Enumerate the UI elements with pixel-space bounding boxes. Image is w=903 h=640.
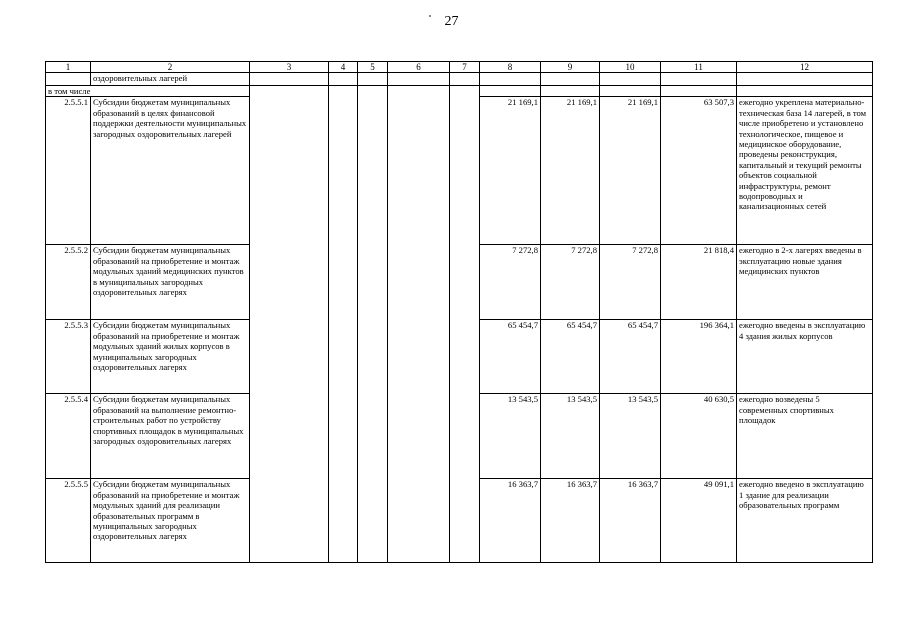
page-number: 27 xyxy=(444,14,459,29)
col-header-4: 4 xyxy=(329,62,358,73)
row-value-11: 40 630,5 xyxy=(661,394,737,479)
row-value-8: 7 272,8 xyxy=(480,245,541,320)
col-header-3: 3 xyxy=(250,62,329,73)
col-header-8: 8 xyxy=(480,62,541,73)
row-result: ежегодно в 2-х лагерях введены в эксплуатацию новые здания медицинских пунктов xyxy=(737,245,873,320)
subheader-label: в том числе xyxy=(46,86,250,97)
table-row xyxy=(46,479,873,563)
scan-speck xyxy=(429,15,431,17)
row-value-11: 196 364,1 xyxy=(661,320,737,394)
row-value-9: 21 169,1 xyxy=(541,97,600,245)
row-name: Субсидии бюджетам муниципальных образований на приобретение и монтаж модульных зданий для реализации образовательных программ в муниципальных загородных оздоровительных лагерях xyxy=(91,479,250,563)
row-value-8: 16 363,7 xyxy=(480,479,541,563)
row-value-9: 65 454,7 xyxy=(541,320,600,394)
row-value-8: 21 169,1 xyxy=(480,97,541,245)
budget-table xyxy=(45,61,873,563)
table-row xyxy=(46,245,873,320)
row-value-9: 7 272,8 xyxy=(541,245,600,320)
row-result: ежегодно возведены 5 современных спортивных площадок xyxy=(737,394,873,479)
row-name: Субсидии бюджетам муниципальных образований в целях финансовой поддержки деятельности муниципальных загородных оздоровительных лагерей xyxy=(91,97,250,245)
row-code: 2.5.5.2 xyxy=(46,245,91,320)
row-value-10: 21 169,1 xyxy=(600,97,661,245)
subheader-row xyxy=(46,86,873,97)
row-value-11: 21 818,4 xyxy=(661,245,737,320)
row-code: 2.5.5.5 xyxy=(46,479,91,563)
row-code: 2.5.5.3 xyxy=(46,320,91,394)
row-code: 2.5.5.1 xyxy=(46,97,91,245)
row-value-10: 16 363,7 xyxy=(600,479,661,563)
row-name: Субсидии бюджетам муниципальных образований на приобретение и монтаж модульных зданий медицинских пунктов в муниципальных загородных оздоровительных лагерях xyxy=(91,245,250,320)
col-header-12: 12 xyxy=(737,62,873,73)
continued-text: оздоровительных лагерей xyxy=(91,73,250,86)
col-header-6: 6 xyxy=(388,62,450,73)
table-row xyxy=(46,394,873,479)
col-header-7: 7 xyxy=(450,62,480,73)
col-header-5: 5 xyxy=(358,62,388,73)
row-code: 2.5.5.4 xyxy=(46,394,91,479)
row-name: Субсидии бюджетам муниципальных образований на выполнение ремонтно-строительных работ по устройству спортивных площадок в муниципальных загородных оздоровительных лагерях xyxy=(91,394,250,479)
col-header-2: 2 xyxy=(91,62,250,73)
col-header-1: 1 xyxy=(46,62,91,73)
col-header-11: 11 xyxy=(661,62,737,73)
row-value-10: 65 454,7 xyxy=(600,320,661,394)
row-value-9: 16 363,7 xyxy=(541,479,600,563)
row-value-9: 13 543,5 xyxy=(541,394,600,479)
row-result: ежегодно введены в эксплуатацию 4 здания жилых корпусов xyxy=(737,320,873,394)
row-value-8: 65 454,7 xyxy=(480,320,541,394)
row-name: Субсидии бюджетам муниципальных образований на приобретение и монтаж модульных зданий жилых корпусов в муниципальных загородных оздоровительных лагерях xyxy=(91,320,250,394)
row-value-10: 7 272,8 xyxy=(600,245,661,320)
col-header-10: 10 xyxy=(600,62,661,73)
header-row xyxy=(46,62,873,73)
row-value-11: 49 091,1 xyxy=(661,479,737,563)
row-result: ежегодно укреплена материально-техническая база 14 лагерей, в том числе приобретено и установлено технологическое, пищевое и медицинское оборудование, проведены реконструкция, капитальный и текущий ремонты объектов социальной инфраструктуры, ремонт водопроводных и канализационных сетей xyxy=(737,97,873,245)
continuation-row xyxy=(46,73,873,86)
table-row xyxy=(46,320,873,394)
row-value-10: 13 543,5 xyxy=(600,394,661,479)
col-header-9: 9 xyxy=(541,62,600,73)
row-value-11: 63 507,3 xyxy=(661,97,737,245)
row-result: ежегодно введено в эксплуатацию 1 здание для реализации образовательных программ xyxy=(737,479,873,563)
row-value-8: 13 543,5 xyxy=(480,394,541,479)
table-row xyxy=(46,97,873,245)
